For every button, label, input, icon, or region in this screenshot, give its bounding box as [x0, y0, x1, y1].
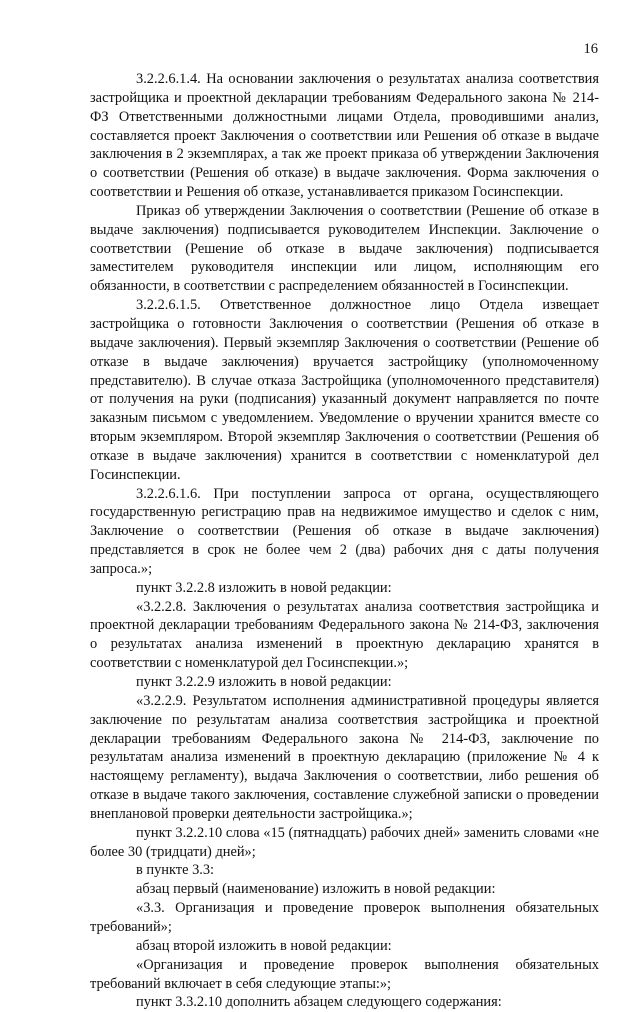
paragraph-3-2-2-9-text: «3.2.2.9. Результатом исполнения административной процедуры является заключение по результатам анализа соответствия застройщика и проектной декларации требованиям Федерального закона № 214-ФЗ, заключение по результатам анализа изменений в проектную декларацию (приложение № 4 к настоящему регламенту), выдача Заключения о соответствии, либо решения об отказе в выдаче такого заключения, составление служебной записки о проведении внеплановой проверки деятельности застройщика.»;	[90, 692, 599, 822]
paragraph-first-paragraph-note: абзац первый (наименование) изложить в новой редакции:	[136, 881, 496, 898]
paragraph-amend-3-3-2-10: пункт 3.3.2.10 дополнить абзацем следующего содержания:	[136, 994, 502, 1011]
paragraph-second-paragraph-note: абзац второй изложить в новой редакции:	[136, 937, 392, 954]
paragraph-amend-3-2-2-9: пункт 3.2.2.9 изложить в новой редакции:	[136, 674, 392, 690]
paragraph-order-approval: Приказ об утверждении Заключения о соответствии (Решение об отказе в выдаче заключения) подписывается руководителем Инспекции. Заключение о соответствии (Решение об отказе в выдаче заключения) подписывается заместителем руководителя инспекции или лицом, исполняющим его обязанности, в соответствии с распределением обязанностей в Госинспекции.	[90, 202, 599, 295]
paragraph-3-2-2-8-text: «3.2.2.8. Заключения о результатах анализа соответствия застройщика и проектной декларации требованиям Федерального закона № 214-ФЗ, заключения о результатах анализа изменений в проектную декларацию хранятся в соответствии с номенклатурой дел Госинспекции.»;	[90, 598, 599, 672]
paragraph-3-3-title: «3.3. Организация и проведение проверок выполнения обязательных требований»;	[90, 900, 599, 935]
paragraph-3-2-2-6-1-5: 3.2.2.6.1.5. Ответственное должностное лицо Отдела извещает застройщика о готовности Заключения о соответствии (Решения об отказе в выдаче заключения). Первый экземпляр Заключения о соответствии (Решение об отказе в выдаче заключения) вручается застройщику (уполномоченному представителю). В случае отказа Застройщика (уполномоченного представителя) от получения на руки (подписания) указанный документ направляется по почте заказным письмом с уведомлением. Уведомление о вручении хранится вместе со вторым экземпляром. Второй экземпляр Заключения о соответствии (Решения об отказе в выдаче заключения) хранится в соответствии с номенклатурой дел Госинспекции.	[90, 297, 599, 483]
document-body	[90, 70, 599, 1012]
paragraph-amend-3-2-2-8: пункт 3.2.2.8 изложить в новой редакции:	[136, 579, 392, 596]
paragraph-amend-3-2-2-10: пункт 3.2.2.10 слова «15 (пятнадцать) рабочих дней» заменить словами «не более 30 (тридцати) дней»;	[90, 824, 599, 860]
paragraph-inspection-stages: «Организация и проведение проверок выполнения обязательных требований включает в себя следующие этапы:»;	[90, 956, 599, 992]
page-number: 16	[583, 41, 598, 57]
paragraph-3-2-2-6-1-4: 3.2.2.6.1.4. На основании заключения о результатах анализа соответствия застройщика и проектной декларации требованиям Федерального закона № 214-ФЗ Ответственными должностными лицами Отдела, проводившими анализ, составляется проект Заключения о соответствии или Решения об отказе в выдаче заключения в 2 экземплярах, а так же проект приказа об утверждении Заключения о соответствии (Решения об отказе) в выдаче заключения. Форма заключения о соответствии и Решения об отказе, устанавливается приказом Госинспекции.	[90, 71, 599, 201]
paragraph-3-2-2-6-1-6: 3.2.2.6.1.6. При поступлении запроса от органа, осуществляющего государственную регистрацию прав на недвижимое имущество и сделок с ним, Заключение о соответствии (Решения об отказе в выдаче заключения) представляется в срок не более чем 2 (два) рабочих дня с даты получения запроса.»;	[90, 485, 599, 577]
paragraph-in-3-3: в пункте 3.3:	[136, 862, 215, 879]
